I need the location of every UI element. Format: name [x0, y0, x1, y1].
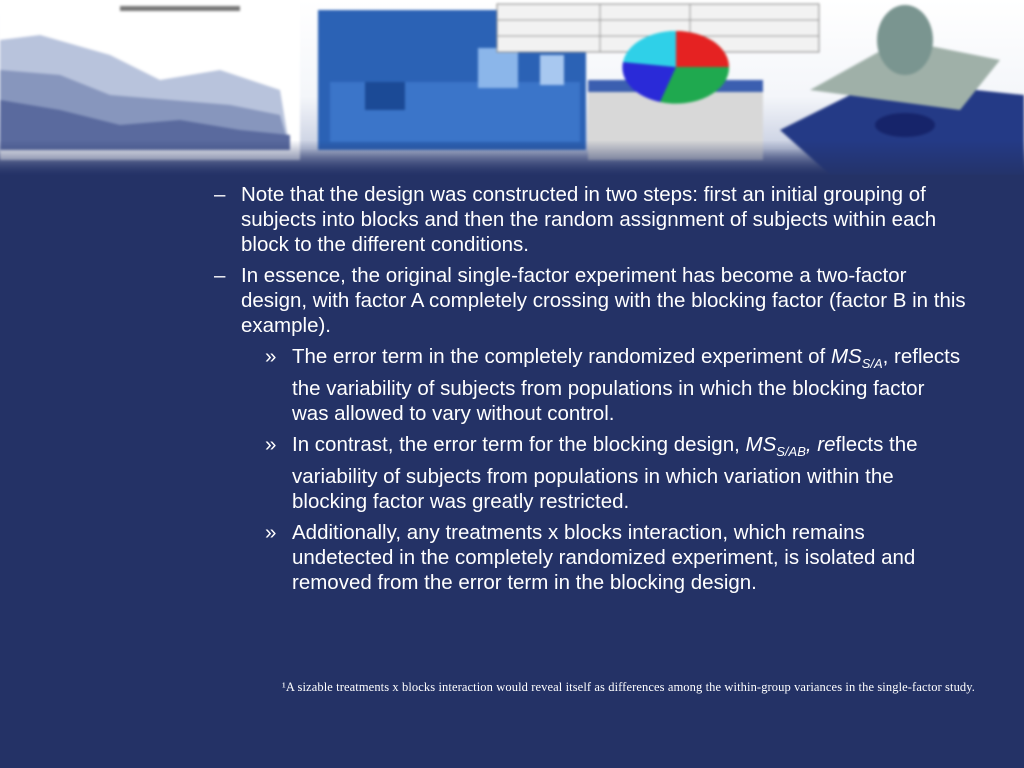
banner-fade [0, 140, 1024, 175]
dash-marker: – [214, 264, 226, 287]
ms-symbol: MS [745, 433, 777, 456]
sub-bullet-item [265, 520, 962, 595]
sub-bullet-text: Additionally, any treatments x blocks interaction, which remains undetected in the completely randomized experiment, is isolated and removed from the error term in the blocking design. [292, 521, 916, 594]
sub-bullet-text-pre: In contrast, the error term for the blocking design, [292, 433, 746, 456]
header-banner-image [0, 0, 1024, 175]
ms-symbol: MS [830, 345, 862, 368]
slide-content [214, 182, 974, 601]
bullet-text: In essence, the original single-factor experiment has become a two-factor design, with factor A completely crossing with the blocking factor (factor B in this example). [241, 264, 966, 337]
bullet-text: Note that the design was constructed in two steps: first an initial grouping of subjects into blocks and then the random assignment of subjects within each block to the different conditions. [241, 183, 937, 256]
chevron-marker: » [265, 433, 277, 456]
ms-subscript: S/A [861, 356, 883, 371]
footnote: ¹A sizable treatments x blocks interaction would reveal itself as differences among the within-group variances in the single-factor study. [282, 680, 976, 694]
sub-bullet-text-pre: The error term in the completely randomized experiment of [292, 345, 831, 368]
sub-bullet-text-post: , reflects the variability of subjects from populations in which the blocking factor was allowed to vary without control. [292, 345, 961, 425]
sub-bullet-text-italic: , re [805, 433, 836, 456]
sub-bullet-text-post: flects the variability of subjects from populations in which variation within the blocking factor was greatly restricted. [292, 433, 918, 513]
dash-marker: – [214, 183, 226, 206]
sub-bullet-item [265, 432, 962, 514]
chevron-marker: » [265, 521, 277, 544]
bullet-item [214, 182, 974, 257]
sub-bullet-item [265, 344, 962, 426]
bullet-item [214, 263, 974, 338]
ms-subscript: S/AB [776, 444, 806, 459]
chevron-marker: » [265, 345, 277, 368]
